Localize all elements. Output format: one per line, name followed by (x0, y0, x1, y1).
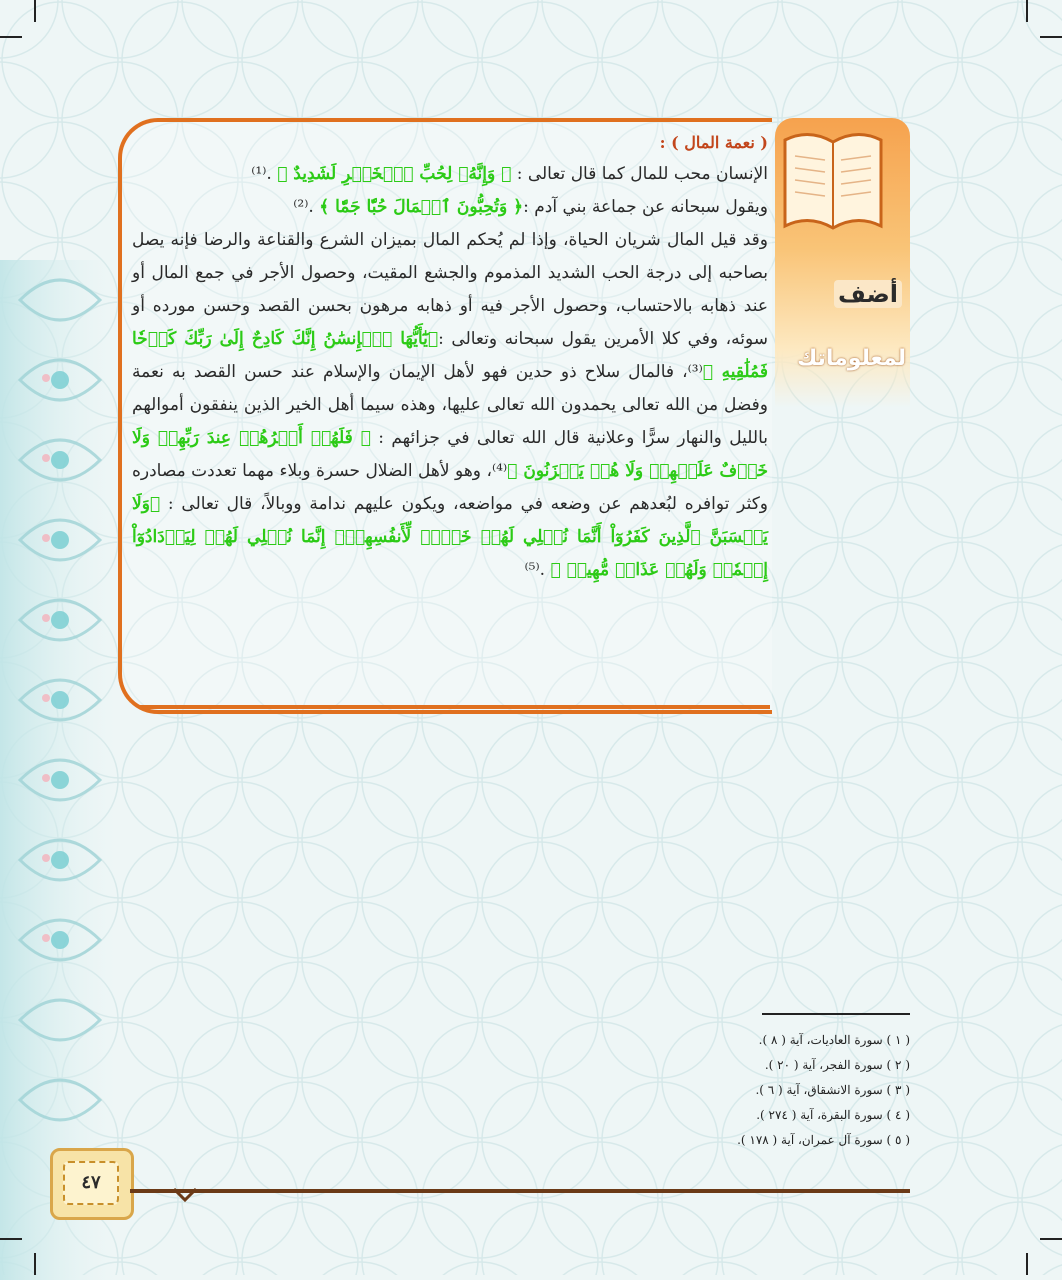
bottom-rule (130, 1189, 910, 1193)
crop-mark (1040, 36, 1062, 38)
line-1-text: الإنسان محب للمال كما قال تعالى : (511, 164, 768, 184)
footnote-item: ( ١ ) سورة العاديات، آية ( ٨ ). (758, 1033, 910, 1047)
paragraph-a: وقد قيل المال شريان الحياة، وإذا لم يُحكم المال بميزان الشرع والقناعة والرضا فإنه يصل بصاحبه إلى درجة الحب الشديد المذموم والجشع المقيت، وحصول الأجر في جمع المال أو عند ذهابه بالاحتساب، وحصول الأجر فيه أو ذهابه مرهون بحسن القصد وحسن مورده أو سوئه، وفي كلا الأمرين يقول سبحانه وتعالى : (132, 230, 768, 349)
paragraph-b: ، فالمال سلاح ذو حدين فهو لأهل الإيمان والإسلام عند حسن القصد به نعمة وفضل من الله تعالى يحمدون الله تعالى عليها، وهذه سيما أهل الخير الذين ينفقون أموالهم بالليل والنهار سرًّا وعلانية قال الله تعالى في جزائهم : (132, 362, 768, 448)
quran-verse-5: ﴿وَلَا يَحۡسَبَنَّ ٱلَّذِينَ كَفَرُوٓاْ أَنَّمَا نُمۡلِي لَهُمۡ خَيۡرٞ لِّأَنفُسِهِمۡۚ إِنَّمَا نُمۡلِي لَهُمۡ لِيَزۡدَادُوٓاْ إِثۡمٗاۖ وَلَهُمۡ عَذَابٞ مُّهِينٞ ﴾ (132, 494, 768, 580)
crop-mark (1026, 1253, 1028, 1275)
quran-verse-3: ﴿يَٰٓأَيُّهَا ٱلۡإِنسَٰنُ إِنَّكَ كَادِحٌ إِلَىٰ رَبِّكَ كَدۡحٗا فَمُلَٰقِيهِ ﴾ (132, 329, 769, 382)
quran-verse-2: ﴿ وَتُحِبُّونَ ٱلۡمَالَ حُبّٗا جَمّٗا ﴾ (319, 197, 524, 217)
footnote-ref-3: ⁽³⁾ (687, 362, 703, 382)
footnote-item: ( ٥ ) سورة آل عمران، آية ( ١٧٨ ). (737, 1133, 910, 1147)
footnote-item: ( ٣ ) سورة الانشقاق، آية ( ٦ ). (755, 1083, 910, 1097)
info-badge (775, 118, 910, 408)
footnote-item: ( ٤ ) سورة البقرة، آية ( ٢٧٤ ). (756, 1108, 910, 1122)
crop-mark (0, 36, 22, 38)
crop-mark (1026, 0, 1028, 22)
footnote-ref-1: .⁽¹⁾ (251, 164, 278, 184)
footnote-separator (762, 1013, 910, 1015)
content-text (132, 128, 768, 587)
badge-title: أضف (834, 280, 902, 308)
page-number: ٤٧ (63, 1161, 119, 1205)
footnote-ref-5: .⁽⁵⁾ (524, 560, 551, 580)
open-book-icon (781, 126, 885, 236)
paragraph-body (132, 224, 768, 587)
footnote-ref-2: .⁽²⁾ (293, 197, 320, 217)
crop-mark (0, 1238, 22, 1240)
paragraph-c: وهو لأهل الضلال حسرة وبلاء مهما تعددت مصادره وكثر توافره لبُعدهم عن وضعه في مواضعه، ويكون عليهم ندامة ووبالاً، قال تعالى : (132, 461, 768, 514)
page-number-box (50, 1148, 134, 1220)
arabesque-strip (0, 260, 120, 1280)
crop-mark (1040, 1238, 1062, 1240)
footnote-item: ( ٢ ) سورة الفجر، آية ( ٢٠ ). (764, 1058, 910, 1072)
crop-mark (34, 0, 36, 22)
line-1 (132, 158, 768, 191)
footnote-ref-4: ⁽⁴⁾، (486, 461, 508, 481)
crop-mark (34, 1253, 36, 1275)
bottom-rule-notch (174, 1188, 196, 1202)
footnotes (600, 1028, 910, 1153)
quran-verse-1: ﴿ وَإِنَّهُۥ لِحُبِّ ٱلۡخَيۡرِ لَشَدِيدٌ ﴾ (277, 164, 512, 184)
quran-verse-4: ﴿ فَلَهُمۡ أَجۡرُهُمۡ عِندَ رَبِّهِمۡ وَلَا خَوۡفٌ عَلَيۡهِمۡ وَلَا هُمۡ يَحۡزَنُونَ ﴾ (132, 428, 769, 481)
line-2 (132, 191, 768, 224)
frame-bottom-line (140, 705, 770, 709)
section-title: ( نعمة المال ) : (659, 133, 768, 152)
badge-subtitle: لمعلوماتك (797, 346, 906, 371)
line-2-text: ويقول سبحانه عن جماعة بني آدم : (523, 197, 768, 217)
